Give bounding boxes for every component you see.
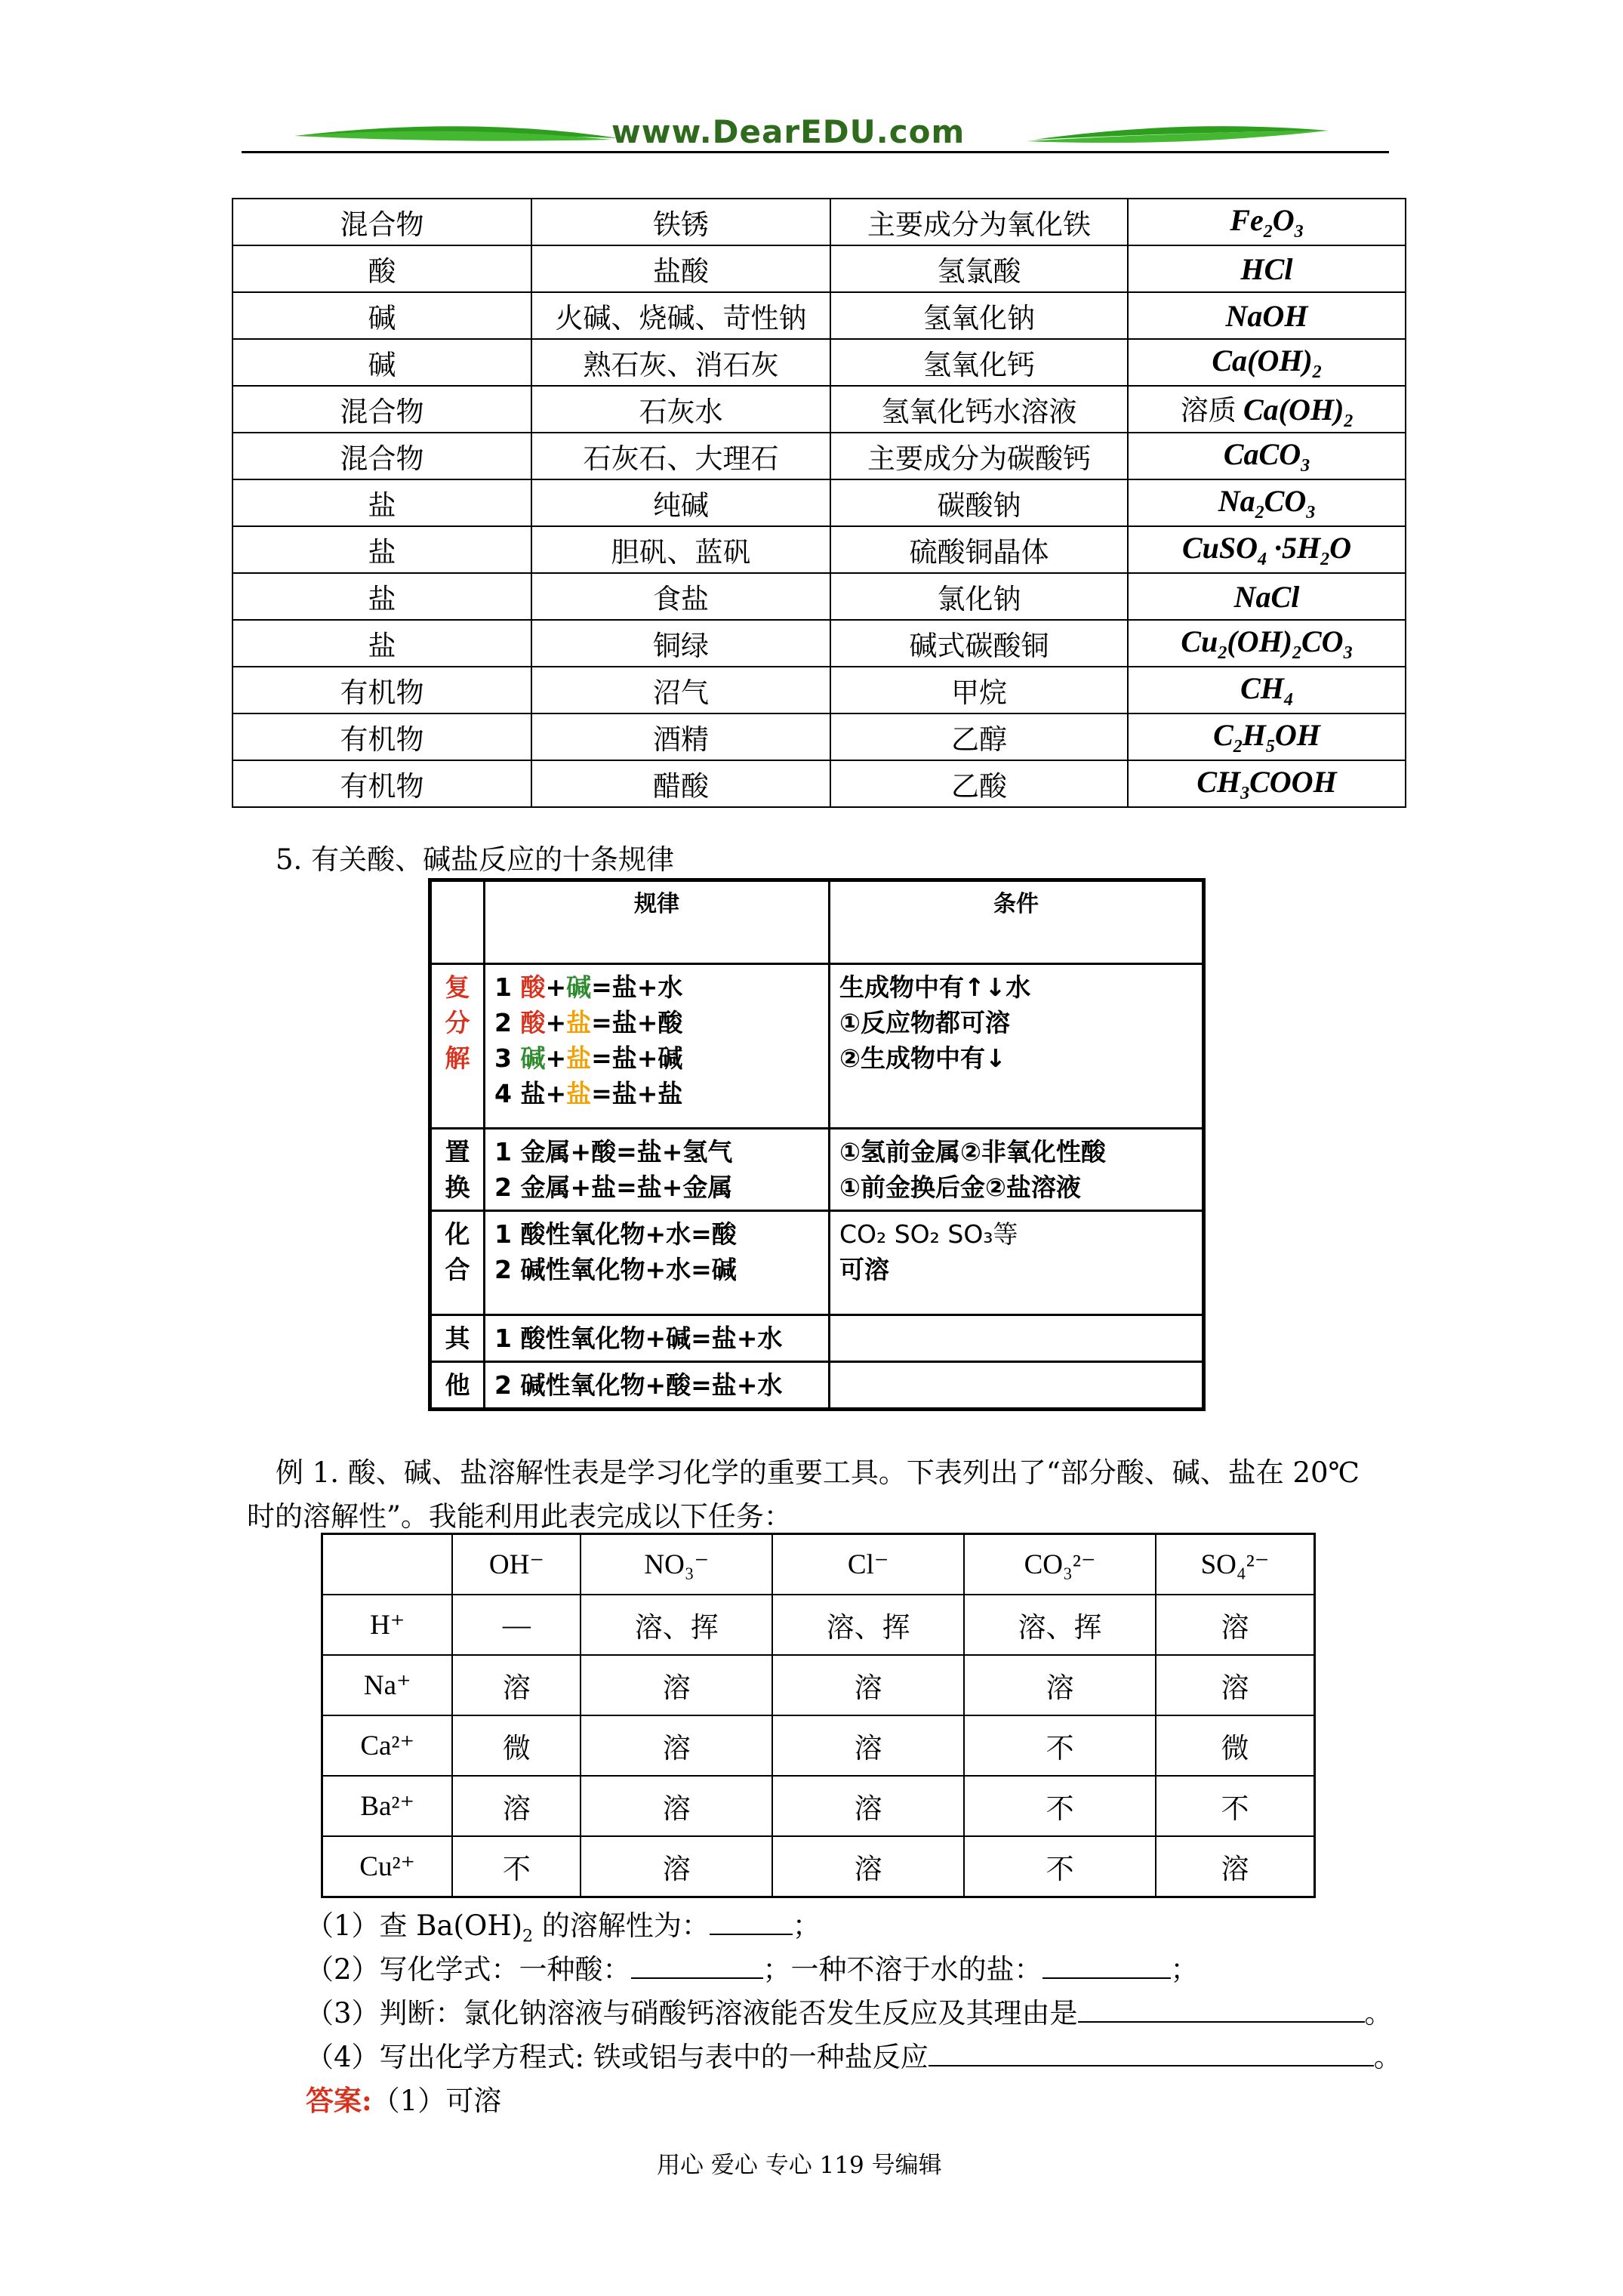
chemical-name-cell: 主要成分为氧化铁	[830, 199, 1128, 245]
solubility-cell: 溶	[772, 1776, 964, 1836]
solubility-cell: 不	[1156, 1776, 1314, 1836]
solubility-row	[322, 1776, 1315, 1836]
answer-blank-2a[interactable]	[631, 1949, 763, 1979]
cation-cell: Na⁺	[322, 1655, 453, 1715]
common-name-cell: 沼气	[531, 667, 830, 713]
category-combination: 化 合	[430, 1211, 485, 1315]
common-name-cell: 铜绿	[531, 620, 830, 667]
formula-cell: $Fe_2O_3$	[1128, 199, 1406, 245]
chemical-name-cell: 乙酸	[830, 760, 1128, 807]
solubility-cell: 溶	[1156, 1836, 1314, 1897]
site-logo[interactable]: www.DearEDU.com	[611, 113, 965, 150]
answer-line	[306, 2078, 501, 2119]
solubility-row	[322, 1836, 1315, 1897]
answer-text: （1）可溶	[371, 2085, 502, 2117]
other-condition-2	[830, 1362, 1204, 1410]
solubility-header-row	[322, 1534, 1315, 1595]
chemical-name-cell: 硫酸铜晶体	[830, 526, 1128, 573]
category-cell: 混合物	[233, 433, 531, 479]
combination-rules: 1 酸性氧化物+水=酸 2 碱性氧化物+水=碱	[485, 1211, 830, 1315]
formula-cell: CaCO$_3$	[1128, 433, 1406, 479]
common-name-cell: 熟石灰、消石灰	[531, 339, 830, 386]
formula-cell: CuSO$_4$ $\cdot 5H_2O$	[1128, 526, 1406, 573]
common-name-cell: 铁锈	[531, 199, 830, 245]
double-decomposition-conditions: 生成物中有↑↓水 ①反应物都可溶 ②生成物中有↓	[830, 964, 1204, 1129]
anion-header: SO₄²⁻	[1156, 1534, 1314, 1595]
section-heading: 5. 有关酸、碱盐反应的十条规律	[276, 843, 675, 876]
solubility-cell: 不	[964, 1776, 1156, 1836]
substance-table	[232, 198, 1406, 808]
question-2: （2）写化学式：一种酸： ；一种不溶于水的盐： ；	[306, 1946, 1199, 1987]
anion-header: Cl⁻	[772, 1534, 964, 1595]
table-row	[233, 760, 1406, 807]
solubility-cell: 不	[964, 1715, 1156, 1776]
solubility-cell: 微	[1156, 1715, 1314, 1776]
rules-corner-cell	[430, 880, 485, 964]
category-cell: 有机物	[233, 667, 531, 713]
common-name-cell: 火碱、烧碱、苛性钠	[531, 292, 830, 339]
common-name-cell: 石灰水	[531, 386, 830, 433]
other-rule-2: 2 碱性氧化物+酸=盐+水	[485, 1362, 830, 1410]
answer-blank-1[interactable]	[710, 1906, 793, 1935]
category-cell: 盐	[233, 620, 531, 667]
solubility-cell: 溶	[1156, 1655, 1314, 1715]
answer-blank-2b[interactable]	[1042, 1949, 1171, 1979]
rules-header-rule: 规律	[485, 880, 830, 964]
anion-header: CO₃²⁻	[964, 1534, 1156, 1595]
other-condition-1	[830, 1315, 1204, 1362]
cation-cell: Ba²⁺	[322, 1776, 453, 1836]
solubility-cell: 溶	[452, 1776, 581, 1836]
chemical-name-cell: 氢氧化钙	[830, 339, 1128, 386]
answer-blank-3[interactable]	[1078, 1993, 1365, 2023]
reaction-rules-table	[428, 878, 1206, 1411]
solubility-cell: 溶	[1156, 1595, 1314, 1655]
solubility-cell: 溶	[581, 1655, 772, 1715]
formula-cell: NaCl	[1128, 573, 1406, 620]
example-line-2: 时的溶解性”。我能利用此表完成以下任务：	[247, 1500, 792, 1533]
category-cell: 碱	[233, 339, 531, 386]
category-cell: 碱	[233, 292, 531, 339]
anion-header: OH⁻	[452, 1534, 581, 1595]
table-row	[233, 573, 1406, 620]
formula-cell: $Na_2CO_3$	[1128, 479, 1406, 526]
other-rule-1: 1 酸性氧化物+碱=盐+水	[485, 1315, 830, 1362]
chemical-name-cell: 氢氧化钠	[830, 292, 1128, 339]
chemical-name-cell: 氢氯酸	[830, 245, 1128, 292]
solubility-cell: 溶、挥	[772, 1595, 964, 1655]
category-other-2: 他	[430, 1362, 485, 1410]
category-cell: 有机物	[233, 760, 531, 807]
rules-header-condition: 条件	[830, 880, 1204, 964]
common-name-cell: 胆矾、蓝矾	[531, 526, 830, 573]
chemical-name-cell: 乙醇	[830, 713, 1128, 760]
solubility-cell: 溶	[772, 1836, 964, 1897]
table-row	[233, 713, 1406, 760]
combination-conditions: CO₂ SO₂ SO₃等 可溶	[830, 1211, 1204, 1315]
solubility-cell: 溶、挥	[964, 1595, 1156, 1655]
header-rule	[242, 151, 1389, 153]
cation-cell: H⁺	[322, 1595, 453, 1655]
table-row	[233, 199, 1406, 245]
category-other-1: 其	[430, 1315, 485, 1362]
table-row	[233, 386, 1406, 433]
formula-cell: HCl	[1128, 245, 1406, 292]
solubility-cell: 溶	[772, 1655, 964, 1715]
cation-cell: Ca²⁺	[322, 1715, 453, 1776]
double-decomposition-rules: 1 酸+碱=盐+水 2 酸+盐=盐+酸 3 碱+盐=盐+碱 4 盐+盐=盐+盐	[485, 964, 830, 1129]
table-row	[233, 479, 1406, 526]
solubility-row	[322, 1715, 1315, 1776]
category-cell: 盐	[233, 479, 531, 526]
example-line-1: 例 1. 酸、碱、盐溶解性表是学习化学的重要工具。下表列出了“部分酸、碱、盐在 20℃	[276, 1456, 1360, 1489]
page-footer: 用心 爱心 专心 119 号编辑	[657, 2152, 942, 2179]
category-cell: 混合物	[233, 386, 531, 433]
solubility-row	[322, 1655, 1315, 1715]
answer-label: 答案:	[306, 2084, 372, 2117]
category-cell: 盐	[233, 573, 531, 620]
formula-cell: 溶质 $Ca(OH)_2$	[1128, 386, 1406, 433]
solubility-cell: 溶	[581, 1776, 772, 1836]
formula-cell: $CH_4$	[1128, 667, 1406, 713]
question-4: （4）写出化学方程式: 铁或铝与表中的一种盐反应 。	[306, 2034, 1402, 2075]
table-row	[233, 620, 1406, 667]
category-cell: 盐	[233, 526, 531, 573]
common-name-cell: 石灰石、大理石	[531, 433, 830, 479]
common-name-cell: 醋酸	[531, 760, 830, 807]
corner-cell	[322, 1534, 453, 1595]
table-row	[233, 433, 1406, 479]
common-name-cell: 酒精	[531, 713, 830, 760]
common-name-cell: 食盐	[531, 573, 830, 620]
solubility-cell: 溶	[581, 1836, 772, 1897]
formula-cell: $Cu_2(OH)_2CO_3$	[1128, 620, 1406, 667]
formula-cell: $Ca(OH)_2$	[1128, 339, 1406, 386]
solubility-cell: —	[452, 1595, 581, 1655]
answer-blank-4[interactable]	[929, 2037, 1374, 2066]
table-row	[233, 245, 1406, 292]
question-1: （1）查 $Ba(OH)_2$ 的溶解性为： ；	[306, 1903, 821, 1946]
table-row	[233, 667, 1406, 713]
solubility-cell: 溶	[581, 1715, 772, 1776]
table-row	[233, 526, 1406, 573]
displacement-rules: 1 金属+酸=盐+氢气 2 金属+盐=盐+金属	[485, 1129, 830, 1211]
solubility-cell: 溶	[772, 1715, 964, 1776]
chemical-name-cell: 碳酸钠	[830, 479, 1128, 526]
formula-cell: $C_2H_5OH$	[1128, 713, 1406, 760]
solubility-cell: 不	[452, 1836, 581, 1897]
chemical-name-cell: 氯化钠	[830, 573, 1128, 620]
question-3: （3）判断：氯化钠溶液与硝酸钙溶液能否发生反应及其理由是 。	[306, 1990, 1393, 2031]
chemical-name-cell: 主要成分为碳酸钙	[830, 433, 1128, 479]
cation-cell: Cu²⁺	[322, 1836, 453, 1897]
common-name-cell: 纯碱	[531, 479, 830, 526]
chemical-name-cell: 氢氧化钙水溶液	[830, 386, 1128, 433]
chemical-name-cell: 甲烷	[830, 667, 1128, 713]
category-cell: 混合物	[233, 199, 531, 245]
solubility-cell: 不	[964, 1836, 1156, 1897]
table-row	[233, 292, 1406, 339]
solubility-row	[322, 1595, 1315, 1655]
solubility-table	[321, 1533, 1316, 1898]
table-row	[233, 339, 1406, 386]
category-cell: 酸	[233, 245, 531, 292]
formula-cell: NaOH	[1128, 292, 1406, 339]
category-cell: 有机物	[233, 713, 531, 760]
anion-header: NO₃⁻	[581, 1534, 772, 1595]
solubility-cell: 溶	[452, 1655, 581, 1715]
displacement-conditions: ①氢前金属②非氧化性酸 ①前金换后金②盐溶液	[830, 1129, 1204, 1211]
solubility-cell: 微	[452, 1715, 581, 1776]
category-displacement: 置 换	[430, 1129, 485, 1211]
category-double-decomposition: 复 分 解	[430, 964, 485, 1129]
solubility-cell: 溶	[964, 1655, 1156, 1715]
solubility-cell: 溶、挥	[581, 1595, 772, 1655]
chemical-name-cell: 碱式碳酸铜	[830, 620, 1128, 667]
common-name-cell: 盐酸	[531, 245, 830, 292]
formula-cell: $CH_3COOH$	[1128, 760, 1406, 807]
